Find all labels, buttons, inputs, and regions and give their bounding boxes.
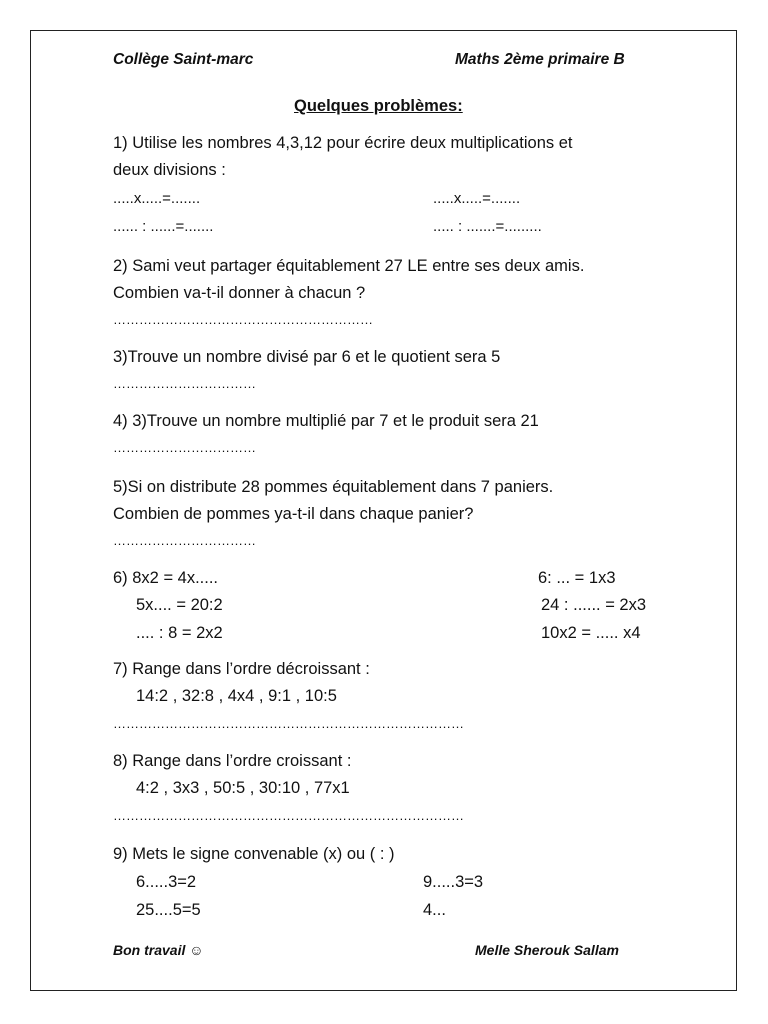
- q1-blank-a: .....x.....=.......: [113, 190, 201, 207]
- q6-left-2: 5x.... = 20:2: [136, 596, 223, 614]
- q5-line1: 5)Si on distribute 28 pommes équitablement dans 7 paniers.: [113, 478, 554, 496]
- q8-line1: 8) Range dans l’ordre croissant :: [113, 752, 352, 770]
- q7-line1: 7) Range dans l’ordre décroissant :: [113, 660, 370, 678]
- q2-answer-line: ……………………………………………………: [113, 312, 373, 327]
- q2-line1: 2) Sami veut partager équitablement 27 LE entre ses deux amis.: [113, 257, 585, 275]
- q9-item-a: 6.....3=2: [136, 873, 197, 891]
- footer-greeting: Bon travail ☺: [113, 942, 204, 958]
- q6-left-1: 6) 8x2 = 4x.....: [113, 569, 219, 587]
- q9-item-b: 9.....3=3: [423, 873, 484, 891]
- q6-right-2: 24 : ...... = 2x3: [541, 596, 647, 614]
- q5-answer-line: ……………………………: [113, 533, 256, 548]
- q6-left-3: .... : 8 = 2x2: [136, 624, 223, 642]
- q8-line2: 4:2 , 3x3 , 50:5 , 30:10 , 77x1: [136, 779, 350, 797]
- q1-blank-d: ..... : .......=.........: [433, 218, 542, 235]
- teacher-name: Melle Sherouk Sallam: [475, 942, 619, 958]
- q8-answer-line: ………………………………………………………………………: [113, 808, 464, 823]
- q6-right-3: 10x2 = ..... x4: [541, 624, 641, 642]
- q4-line1: 4) 3)Trouve un nombre multiplié par 7 et le produit sera 21: [113, 412, 539, 430]
- q2-line2: Combien va-t-il donner à chacun ?: [113, 284, 366, 302]
- q1-line1: 1) Utilise les nombres 4,3,12 pour écrire deux multiplications et: [113, 134, 573, 152]
- q1-blank-b: .....x.....=.......: [433, 190, 521, 207]
- q1-line2: deux divisions :: [113, 161, 226, 179]
- q3-answer-line: ……………………………: [113, 376, 256, 391]
- page-title: Quelques problèmes:: [294, 97, 463, 115]
- q9-item-d: 4...: [423, 901, 446, 919]
- q3-line1: 3)Trouve un nombre divisé par 6 et le quotient sera 5: [113, 348, 501, 366]
- school-name: Collège Saint-marc: [113, 51, 254, 68]
- q9-line1: 9) Mets le signe convenable (x) ou ( : ): [113, 845, 395, 863]
- q7-answer-line: ………………………………………………………………………: [113, 716, 464, 731]
- class-name: Maths 2ème primaire B: [455, 51, 625, 68]
- q9-item-c: 25....5=5: [136, 901, 201, 919]
- q1-blank-c: ...... : ......=.......: [113, 218, 214, 235]
- q4-answer-line: ……………………………: [113, 440, 256, 455]
- q6-right-1: 6: ... = 1x3: [538, 569, 616, 587]
- q5-line2: Combien de pommes ya-t-il dans chaque panier?: [113, 505, 474, 523]
- q7-line2: 14:2 , 32:8 , 4x4 , 9:1 , 10:5: [136, 687, 337, 705]
